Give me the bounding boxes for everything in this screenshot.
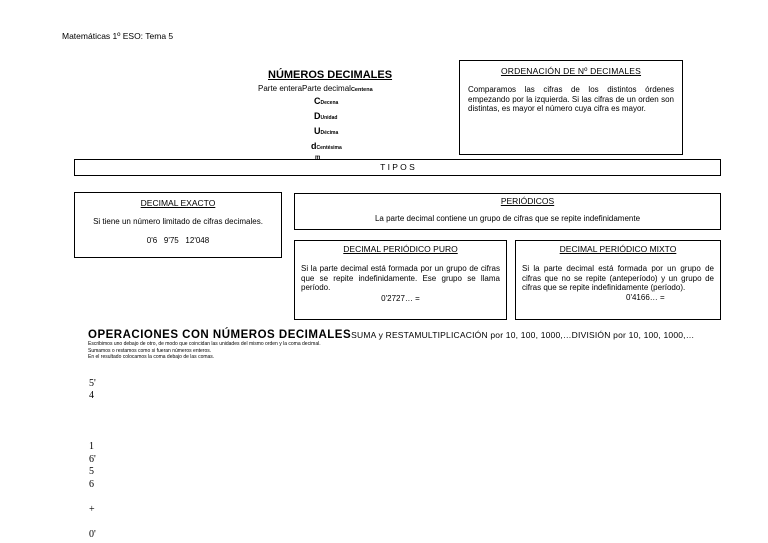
suma-resta-label: SUMA y RESTA	[351, 330, 415, 340]
periodicos-body: La parte decimal contiene un grupo de cifras que se repite indefinidamente	[374, 214, 641, 223]
note-line: Escribimos uno debajo de otro, de modo que coincidan las unidades del mismo orden y la coma decimal.	[88, 341, 321, 347]
periodico-mixto-box	[515, 240, 721, 320]
note-line: En el resultado colocamos la coma debajo de las comas.	[88, 354, 215, 360]
mixto-body: Si la parte decimal está formada por un grupo de cifras que no se repite (anteperíodo) y un grupo de cifras que se repite indefinidamente (período).	[522, 264, 714, 292]
ordenacion-box	[459, 60, 683, 155]
digit: 0'	[89, 529, 96, 540]
digit: 6'	[89, 453, 96, 465]
operaciones-title: OPERACIONES CON NÚMEROS DECIMALES	[88, 329, 352, 341]
multiplicacion-label: MULTIPLICACIÓN por 10, 100, 1000,…	[414, 330, 572, 340]
puro-title: DECIMAL PERIÓDICO PURO	[343, 244, 458, 254]
place-value-line	[258, 84, 373, 93]
place-row: DUnidad	[314, 111, 338, 121]
periodicos-box	[294, 193, 721, 230]
digit: 1	[89, 441, 94, 452]
place-value-clipped: m	[315, 155, 321, 159]
plus-sign: +	[89, 504, 95, 515]
ordenacion-title: ORDENACIÓN DE Nº DECIMALES	[500, 66, 642, 76]
page-header: Matemáticas 1º ESO: Tema 5	[62, 31, 174, 41]
tipos-label: T I P O S	[380, 162, 415, 172]
mixto-example: 0'4166… =	[626, 292, 665, 302]
division-label: DIVISIÓN por 10, 100, 1000,…	[571, 330, 695, 340]
page-title: NÚMEROS DECIMALES	[268, 69, 393, 81]
suma-resta-notes	[88, 341, 321, 361]
ordenacion-body: Comparamos las cifras de los distintos órdenes empezando por la izquierda. Si las cifras de un orden son distintas, es mayor el número cuya cifra es mayor.	[468, 85, 674, 113]
mixto-title: DECIMAL PERIÓDICO MIXTO	[559, 244, 677, 254]
exacto-title: DECIMAL EXACTO	[140, 198, 216, 208]
decimal-exacto-box	[74, 192, 282, 258]
note-line: Sumamos o restamos como si fueran números enteros.	[88, 347, 212, 354]
digit-group-a	[89, 378, 96, 402]
puro-example: 0'2727… =	[381, 293, 420, 303]
digit: 4	[89, 390, 94, 401]
periodicos-title: PERIÓDICOS	[500, 196, 555, 206]
parte-entera-label: Parte entera	[258, 84, 303, 93]
parte-decimal-label: Parte decimal	[302, 84, 351, 93]
place-row: UDécima	[314, 126, 339, 136]
digit: 5'	[89, 378, 96, 389]
place-row: CDecena	[314, 96, 339, 106]
exacto-body: Si tiene un número limitado de cifras decimales.	[93, 217, 263, 226]
tipos-bar	[74, 159, 721, 176]
periodico-puro-box	[294, 240, 507, 320]
digit: 5	[89, 466, 94, 477]
digit-group-b	[89, 441, 96, 491]
digit: 6	[89, 478, 94, 490]
place-row: dCentésima	[311, 141, 342, 151]
exacto-examples: 0'6 9'75 12'048	[146, 236, 210, 245]
puro-body: Si la parte decimal está formada por un grupo de cifras que se repite indefinidamente. Ese grupo se llama período.	[301, 264, 500, 292]
centena-label: Centena	[350, 87, 373, 93]
